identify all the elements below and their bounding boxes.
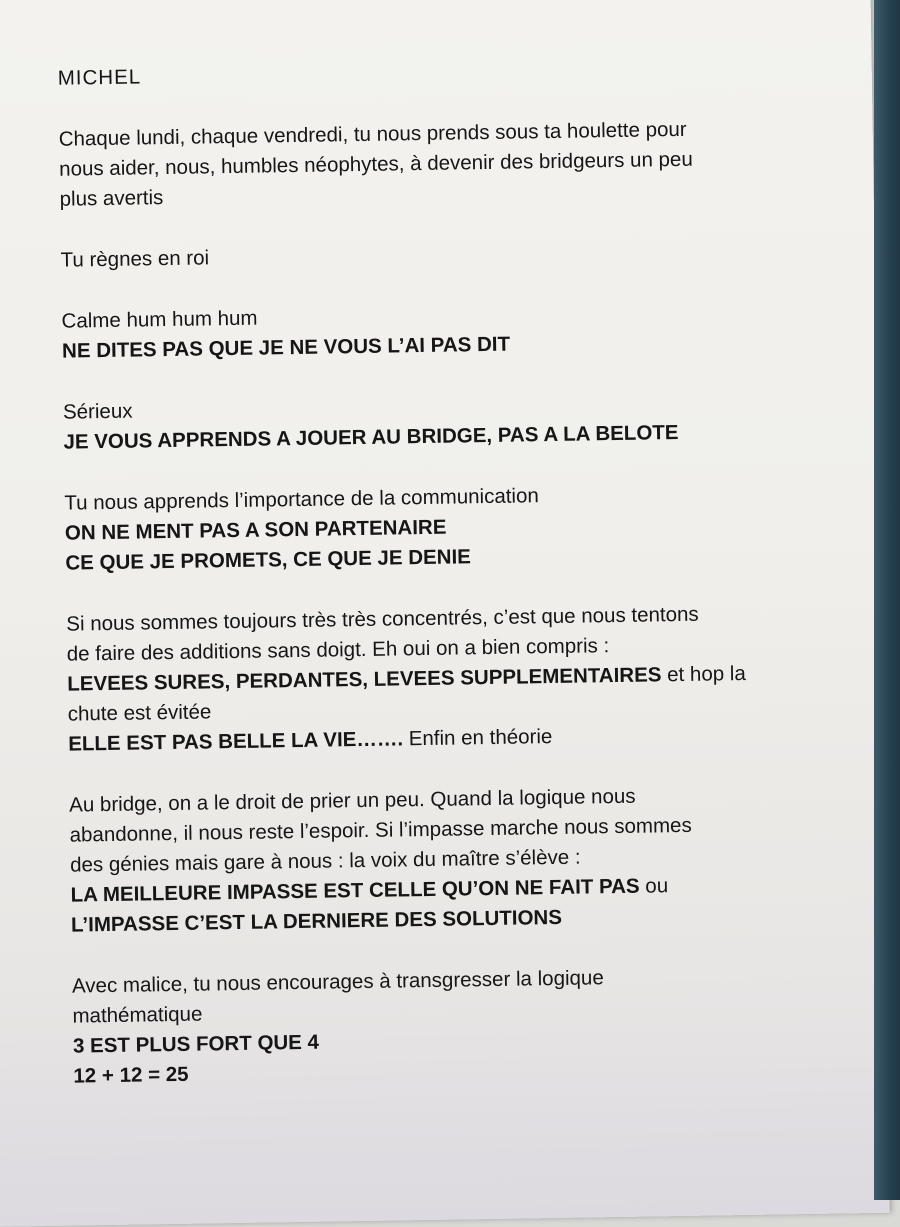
belle-vie-quote: ELLE EST PAS BELLE LA VIE……. [68,727,404,756]
communication-quote-1: ON NE MENT PAS A SON PARTENAIRE [64,515,447,545]
paragraph-malice [72,960,834,1092]
serieux-line: Sérieux [62,399,133,424]
paragraph-concentration [66,598,828,760]
calme-quote: NE DITES PAS QUE JE NE VOUS L’AI PAS DIT [61,332,511,363]
intro-line-2: nous aider, nous, humbles néophytes, à devenir des bridgeurs un peu [59,147,693,181]
communication-quote-2: CE QUE JE PROMETS, CE QUE JE DENIE [65,545,472,575]
intro-line-3: plus avertis [59,186,164,211]
paragraph-serieux [63,386,824,458]
impasse-quote-1: LA MEILLEURE IMPASSE EST CELLE QU’ON NE FAIT PAS [70,874,640,907]
levees-quote: LEVEES SURES, PERDANTES, LEVEES SUPPLEMENTAIRES [67,663,662,696]
roi-line: Tu règnes en roi [60,246,210,272]
title-block [58,52,818,94]
concentration-line-2: de faire des additions sans doigt. Eh oui on a bien compris : [66,634,610,666]
malice-line-1: Avec malice, tu nous encourages à transgresser la logique [71,966,604,998]
dark-background-edge [874,0,900,1200]
document-body [58,52,835,1123]
serieux-quote: JE VOUS APPRENDS A JOUER AU BRIDGE, PAS A LA BELOTE [63,420,679,454]
impasse-line-2: abandonne, il nous reste l’espoir. Si l’impasse marche nous sommes [69,813,692,847]
impasse-line-3: des génies mais gare à nous : la voix du maître s’élève : [69,845,581,877]
paragraph-communication [64,477,825,579]
communication-line: Tu nous apprends l’importance de la communication [64,484,539,515]
impasse-tail: ou [639,874,669,898]
paragraph-impasse [69,779,831,941]
paragraph-intro [58,113,819,215]
malice-line-2: mathématique [72,1002,203,1028]
intro-line-1: Chaque lundi, chaque vendredi, tu nous prends sous ta houlette pour [58,117,687,151]
concentration-line-4: chute est évitée [67,700,212,726]
impasse-quote-2: L’IMPASSE C’EST LA DERNIERE DES SOLUTIONS [70,905,563,937]
malice-quote-1: 3 EST PLUS FORT QUE 4 [72,1030,320,1058]
calme-line: Calme hum hum hum [61,306,258,333]
levees-tail: et hop la [661,661,746,687]
document-title: MICHEL [57,65,142,90]
paragraph-roi [60,234,820,276]
concentration-line-1: Si nous sommes toujours très très concentrés, c’est que nous tentons [66,602,699,636]
paragraph-calme [61,295,822,367]
malice-quote-2: 12 + 12 = 25 [73,1062,189,1088]
impasse-line-1: Au bridge, on a le droit de prier un peu. Quand la logique nous [68,784,636,817]
belle-vie-tail: Enfin en théorie [402,725,553,751]
